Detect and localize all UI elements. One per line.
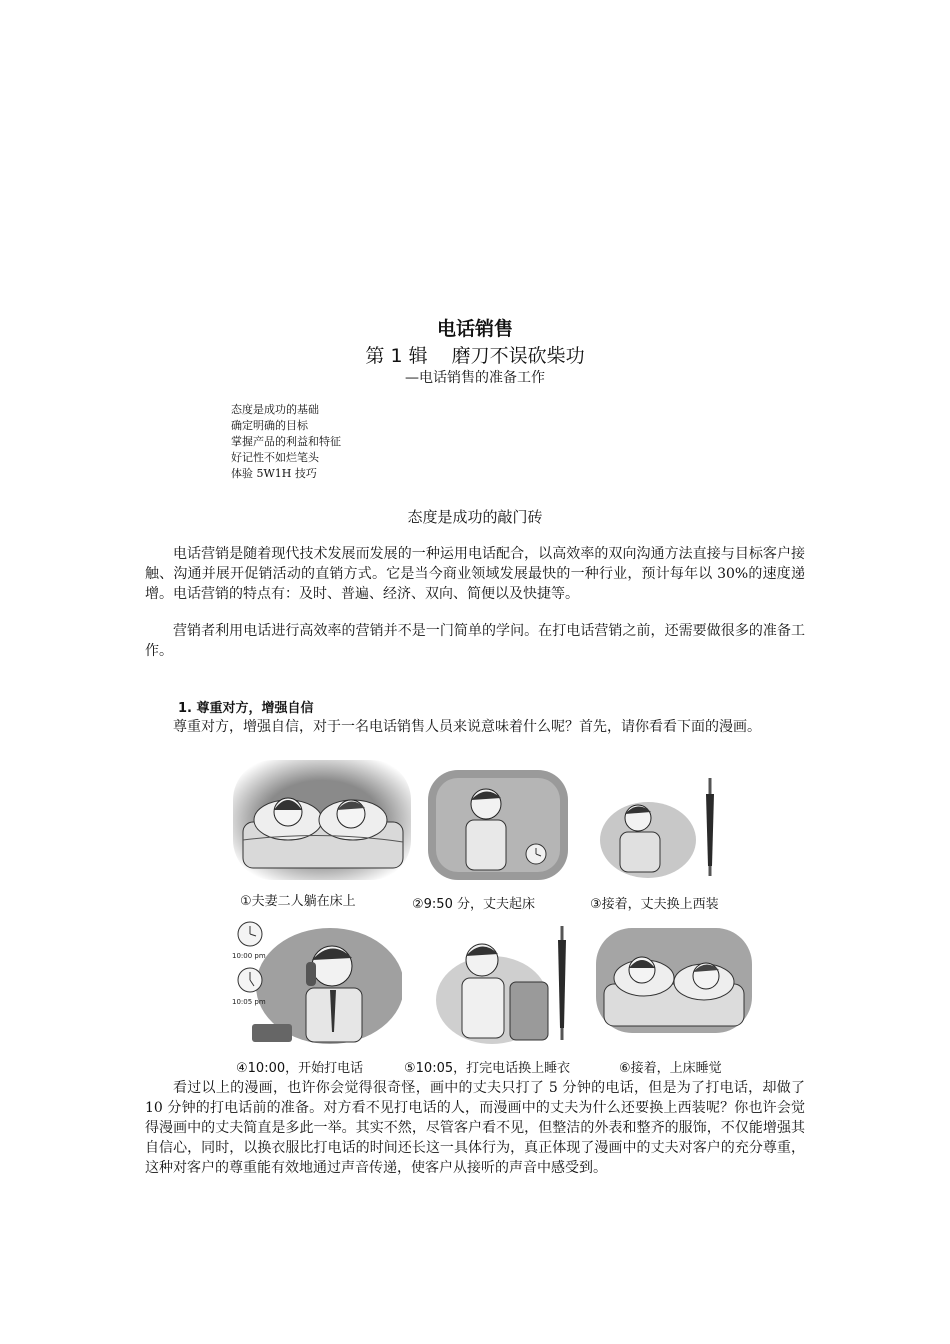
suit-jacket-icon <box>510 982 548 1040</box>
comic-caption: ②9:50 分，丈夫起床 <box>412 897 535 912</box>
comic-panel-husband-on-phone <box>230 920 402 1045</box>
chapter-heading <box>0 341 950 368</box>
comic-panel-back-to-bed <box>596 928 752 1033</box>
comic-caption: ④10:00，开始打电话 <box>236 1061 364 1076</box>
phone-handset-icon <box>306 962 316 986</box>
contents-item: 确定明确的目标 <box>231 419 308 432</box>
section-title: 态度是成功的敲门砖 <box>407 508 543 526</box>
comic-panel-husband-gets-up <box>428 770 568 880</box>
contents-item: 好记性不如烂笔头 <box>231 451 319 464</box>
paragraph: 营销者利用电话进行高效率的营销并不是一门简单的学问。在打电话营销之前，还需要做很多的准备工作。 <box>145 623 805 659</box>
subsection-heading: 1. 尊重对方，增强自信 <box>178 701 314 716</box>
contents-item: 态度是成功的基础 <box>231 403 319 416</box>
paragraph: 电话营销是随着现代技术发展而发展的一种运用电话配合，以高效率的双向沟通方法直接与目标客户接触、沟通并展开促销活动的直销方式。它是当今商业领域发展最快的一种行业，预计每年以 30%的速度递增。电话营销的特点有：及时、普遍、经济、双向、简便以及快捷等。 <box>145 546 805 602</box>
comic-caption: ①夫妻二人躺在床上 <box>240 894 356 909</box>
comic-caption: ⑤10:05，打完电话换上睡衣 <box>404 1061 571 1076</box>
document-title: 电话销售 <box>436 318 513 340</box>
comic-panel-husband-changes-pajamas <box>432 920 582 1045</box>
chapter-contents <box>231 402 341 482</box>
comic-caption: ⑥接着，上床睡觉 <box>619 1061 722 1076</box>
comic-caption: ③接着，丈夫换上西装 <box>590 897 719 912</box>
paragraph: 尊重对方，增强自信，对于一名电话销售人员来说意味着什么呢？首先，请你看看下面的漫画。 <box>173 719 761 735</box>
contents-item: 体验 5W1H 技巧 <box>231 467 317 480</box>
contents-item: 掌握产品的利益和特征 <box>231 435 341 448</box>
comic-panel-couple-in-bed <box>233 760 411 880</box>
clock-time-label: 10:00 pm <box>232 952 266 960</box>
chapter-title: 磨刀不误砍柴功 <box>451 345 585 367</box>
paragraph: 看过以上的漫画，也许你会觉得很奇怪，画中的丈夫只打了 5 分钟的电话，但是为了打电话，却做了 10 分钟的打电话前的准备。对方看不见打电话的人，而漫画中的丈夫为什么还要换上西装呢？你也许会觉得漫画中的丈夫简直是多此一举。其实不然，尽管客户看不见，但整洁的外表和整齐的服饰，不仅能增强其自信心，同时，以换衣服比打电话的时间还长这一具体行为，真正体现了漫画中的丈夫对客户的充分尊重，这种对客户的尊重能有效地通过声音传递，使客户从接听的声音中感受到。 <box>145 1080 805 1176</box>
chapter-number: 第 1 辑 <box>365 345 428 367</box>
desk-phone-icon <box>252 1024 292 1042</box>
chapter-subtitle: —电话销售的准备工作 <box>405 370 545 386</box>
clock-time-label: 10:05 pm <box>232 998 266 1006</box>
comic-panel-husband-suits-up <box>598 770 738 880</box>
